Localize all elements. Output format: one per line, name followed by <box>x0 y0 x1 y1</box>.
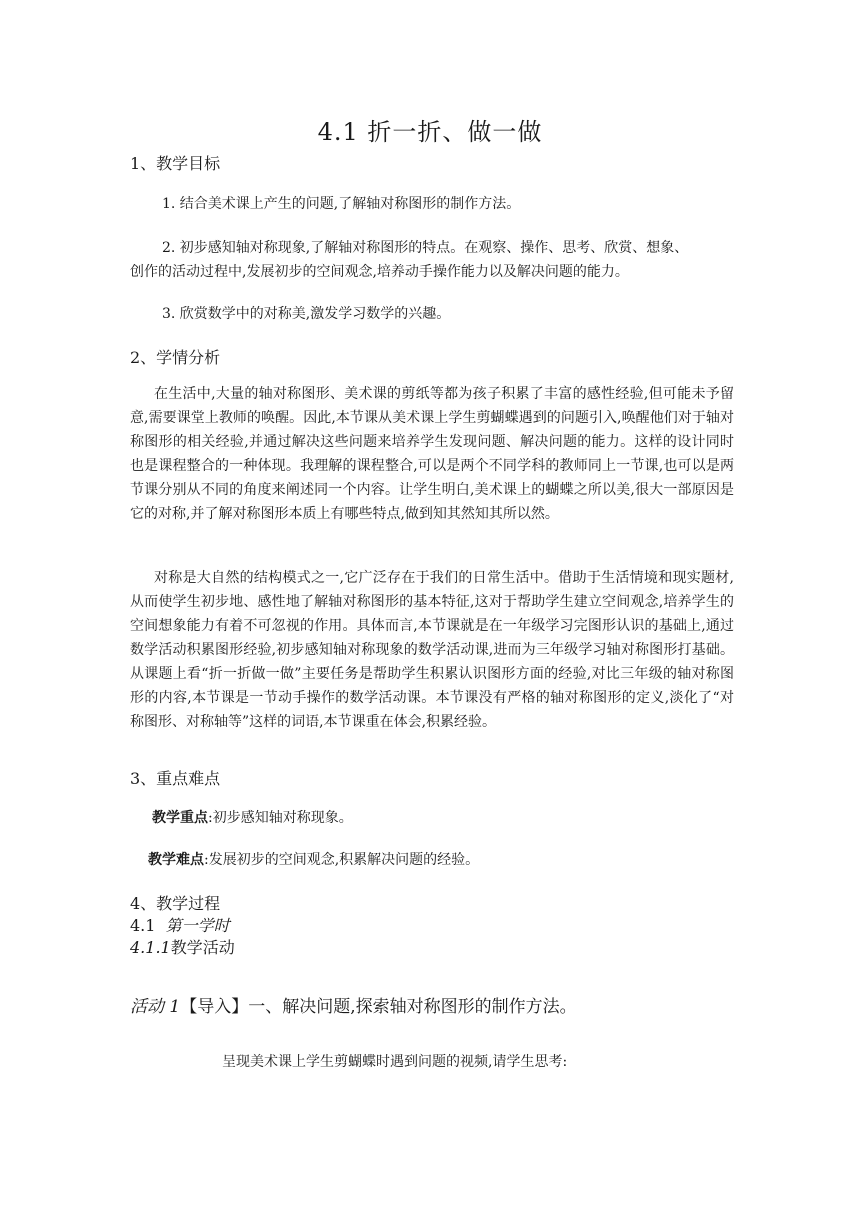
key-point-text: :初步感知轴对称现象。 <box>208 810 353 826</box>
difficulty-text: :发展初步的空间观念,积累解决问题的经验。 <box>204 852 480 868</box>
section-heading-analysis: 2、学情分析 <box>130 348 221 367</box>
activity-1-text: 【导入】一、解决问题,探索轴对称图形的制作方法。 <box>180 997 577 1017</box>
subsection-4-1-1-number: 4.1.1 <box>130 938 171 957</box>
analysis-paragraph-1: 在生活中,大量的轴对称图形、美术课的剪纸等都为孩子积累了丰富的感性经验,但可能未予留意,需要课堂上教师的唤醒。因此,本节课从美术课上学生剪蝴蝶遇到的问题引入,唤醒他们对于轴对称图形的相关经验,并通过解决这些问题来培养学生发现问题、解决问题的能力。这样的设计同时也是课程整合的一种体现。我理解的课程整合,可以是两个不同学科的教师同上一节课,也可以是两节课分别从不同的角度来阐述同一个内容。让学生明白,美术课上的蝴蝶之所以美,很大一部原因是它的对称,并了解对称图形本质上有哪些特点,做到知其然知其所以然。 <box>130 386 734 522</box>
activity-1-heading <box>130 992 577 1017</box>
objective-item-2-line-2: 创作的活动过程中,发展初步的空间观念,培养动手操作能力以及解决问题的能力。 <box>130 264 629 280</box>
subsection-4-1-title: 第一学时 <box>165 916 230 935</box>
section-heading-key-points: 3、重点难点 <box>130 769 221 788</box>
key-point-line <box>152 806 353 830</box>
objective-item-2-line-1: 2. 初步感知轴对称现象,了解轴对称图形的特点。在观察、操作、思考、欣赏、想象、 <box>162 240 689 256</box>
subsection-4-1 <box>130 915 230 937</box>
difficulty-label: 教学难点 <box>148 852 204 868</box>
section-heading-objectives: 1、教学目标 <box>130 154 221 173</box>
objective-item-1: 1. 结合美术课上产生的问题,了解轴对称图形的制作方法。 <box>162 196 521 212</box>
activity-1-label: 活动 1 <box>130 997 181 1017</box>
difficulty-line <box>148 848 479 872</box>
section-heading-process: 4、教学过程 <box>130 894 221 913</box>
page-title: 4.1 折一折、做一做 <box>317 118 543 146</box>
key-point-label: 教学重点 <box>152 810 208 826</box>
activity-intro: 呈现美术课上学生剪蝴蝶时遇到问题的视频,请学生思考: <box>222 1054 568 1070</box>
subsection-4-1-1 <box>130 937 235 959</box>
analysis-paragraph-2: 对称是大自然的结构模式之一,它广泛存在于我们的日常生活中。借助于生活情境和现实题材,从而使学生初步地、感性地了解轴对称图形的基本特征,这对于帮助学生建立空间观念,培养学生的空间想象能力有着不可忽视的作用。具体而言,本节课就是在一年级学习完图形认识的基础上,通过数学活动积累图形经验,初步感知轴对称现象的数学活动课,进而为三年级学习轴对称图形打基础。从课题上看“折一折做一做”主要任务是帮助学生积累认识图形方面的经验,对比三年级的轴对称图形的内容,本节课是一节动手操作的数学活动课。本节课没有严格的轴对称图形的定义,淡化了“对称图形、对称轴等”这样的词语,本节课重在体会,积累经验。 <box>130 570 734 730</box>
objective-item-3: 3. 欣赏数学中的对称美,激发学习数学的兴趣。 <box>162 306 451 322</box>
subsection-4-1-1-title: 教学活动 <box>170 938 235 957</box>
subsection-4-1-number: 4.1 <box>130 916 156 935</box>
